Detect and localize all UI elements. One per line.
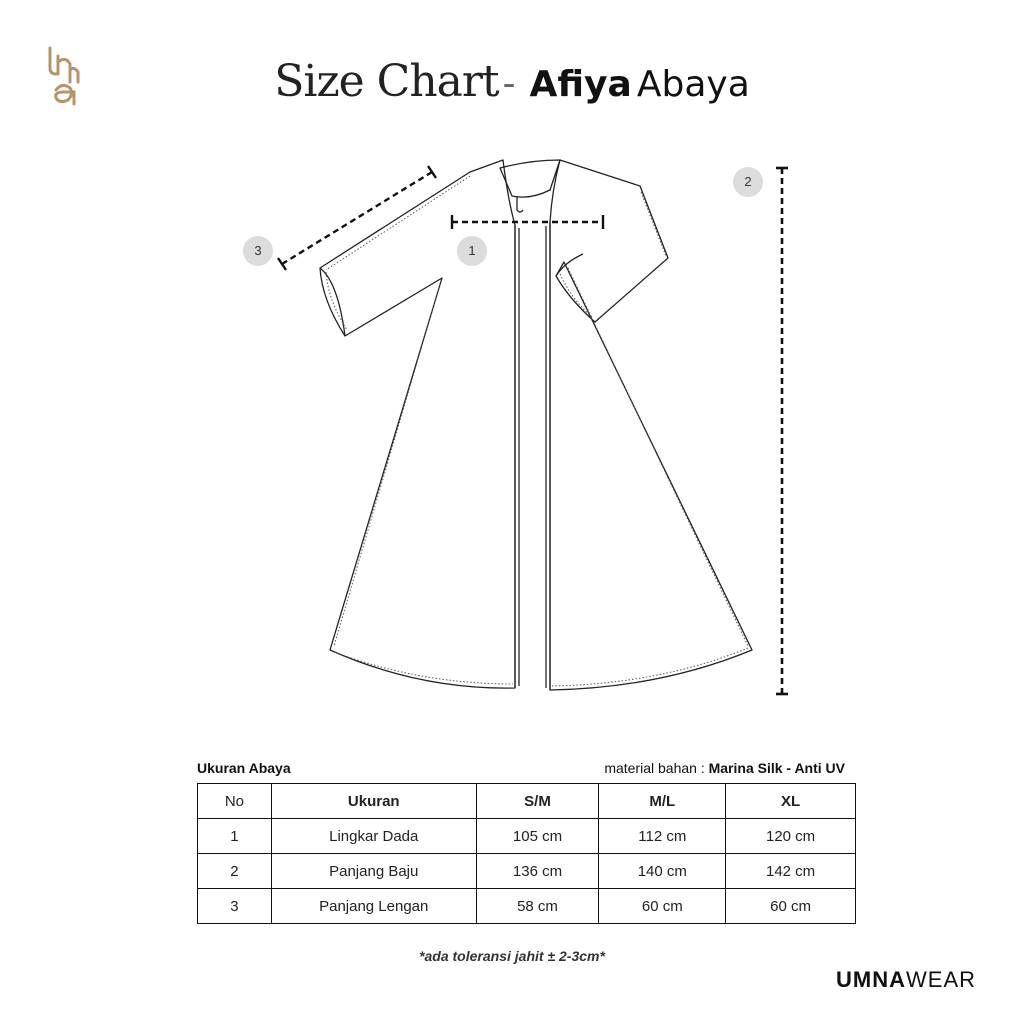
measurement-badge-2: 2	[733, 167, 763, 197]
table-cell: 105 cm	[476, 819, 599, 854]
table-row	[198, 854, 856, 889]
title-product-name: Afiya	[529, 64, 632, 105]
table-cell: Lingkar Dada	[271, 819, 476, 854]
material-label: material bahan :	[604, 760, 705, 776]
abaya-diagram	[0, 140, 1024, 720]
size-table	[197, 783, 856, 924]
brand-wordmark	[836, 967, 976, 993]
column-header: M/L	[599, 784, 726, 819]
table-cell: 120 cm	[726, 819, 856, 854]
column-header: XL	[726, 784, 856, 819]
measurement-badge-3: 3	[243, 236, 273, 266]
column-header: Ukuran	[271, 784, 476, 819]
title-size-chart: Size Chart	[274, 56, 499, 107]
table-row	[198, 819, 856, 854]
table-cell: Panjang Lengan	[271, 889, 476, 924]
table-cell: 136 cm	[476, 854, 599, 889]
table-cell: 112 cm	[599, 819, 726, 854]
column-header: S/M	[476, 784, 599, 819]
material-value: Marina Silk - Anti UV	[708, 760, 845, 776]
table-cell: 58 cm	[476, 889, 599, 924]
title-product-type: Abaya	[636, 64, 750, 105]
table-cell: 142 cm	[726, 854, 856, 889]
table-header	[198, 784, 856, 819]
tolerance-note: *ada toleransi jahit ± 2-3cm*	[419, 948, 605, 964]
table-cell: 3	[198, 889, 272, 924]
table-cell: 2	[198, 854, 272, 889]
page-title	[0, 56, 1024, 107]
table-caption: Ukuran Abaya	[197, 760, 291, 776]
table-cell: 60 cm	[726, 889, 856, 924]
table-cell: 60 cm	[599, 889, 726, 924]
table-header-row	[197, 760, 857, 778]
table-cell: 1	[198, 819, 272, 854]
material-info	[604, 760, 845, 776]
table-cell: 140 cm	[599, 854, 726, 889]
measurement-badge-1: 1	[457, 236, 487, 266]
table-cell: Panjang Baju	[271, 854, 476, 889]
brand-regular: WEAR	[906, 967, 976, 992]
table-row	[198, 889, 856, 924]
abaya-illustration	[0, 140, 1024, 720]
brand-bold: UMNA	[836, 967, 906, 992]
title-dash: -	[502, 61, 516, 105]
column-header: No	[198, 784, 272, 819]
